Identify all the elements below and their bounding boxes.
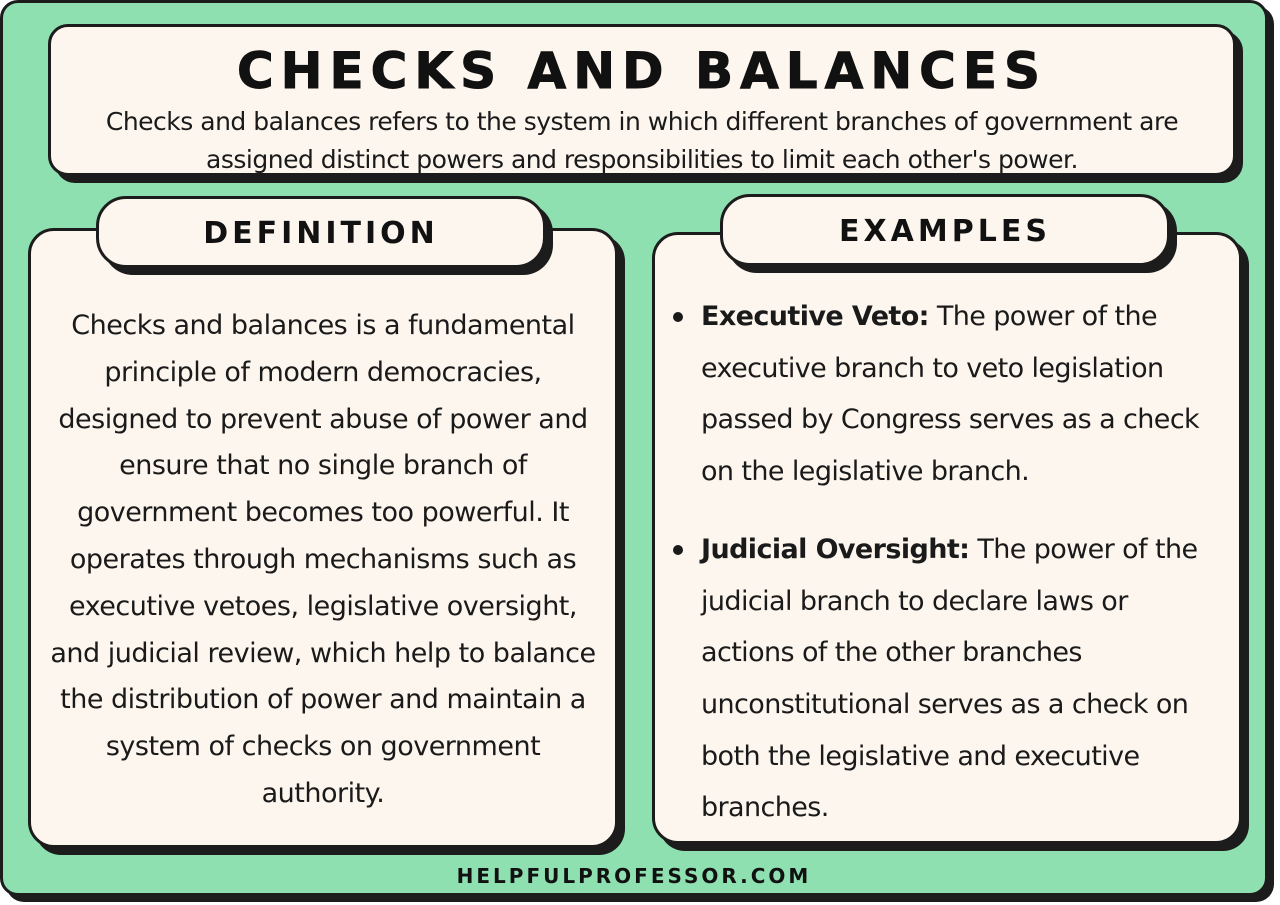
header-card — [48, 24, 1236, 176]
example-term: Judicial Oversight: — [701, 533, 970, 565]
definition-card — [28, 228, 618, 848]
definition-text: Checks and balances is a fundamental principle of modern democracies, designed to prevent abuse of power and ensure that no single branch of government becomes too powerful. It operates through mechanisms such as executive vetoes, legislative oversight, and judicial review, which help to balance the distribution of power and maintain a system of checks on government authority. — [50, 310, 596, 809]
examples-card — [652, 232, 1242, 844]
example-text: The power of the executive branch to veto legislation passed by Congress serves as a check on the legislative branch. — [701, 301, 1200, 488]
examples-heading: EXAMPLES — [720, 194, 1170, 266]
examples-list — [669, 291, 1227, 860]
definition-heading: DEFINITION — [96, 196, 546, 268]
page-title: CHECKS AND BALANCES — [236, 42, 1048, 100]
example-item — [669, 291, 1227, 498]
example-text: The power of the judicial branch to declare laws or actions of the other branches unconstitutional serves as a check on both the legislative and executive branches. — [701, 533, 1198, 824]
example-term: Executive Veto: — [701, 301, 929, 332]
intro-text: Checks and balances refers to the system in which different branches of government are assigned distinct powers and responsibilities to limit each other's power. — [105, 107, 1179, 174]
bullet-icon — [673, 545, 683, 555]
footer-site-name: HELPFULPROFESSOR.COM — [456, 864, 812, 888]
bullet-icon — [673, 312, 683, 322]
example-item — [669, 524, 1227, 834]
